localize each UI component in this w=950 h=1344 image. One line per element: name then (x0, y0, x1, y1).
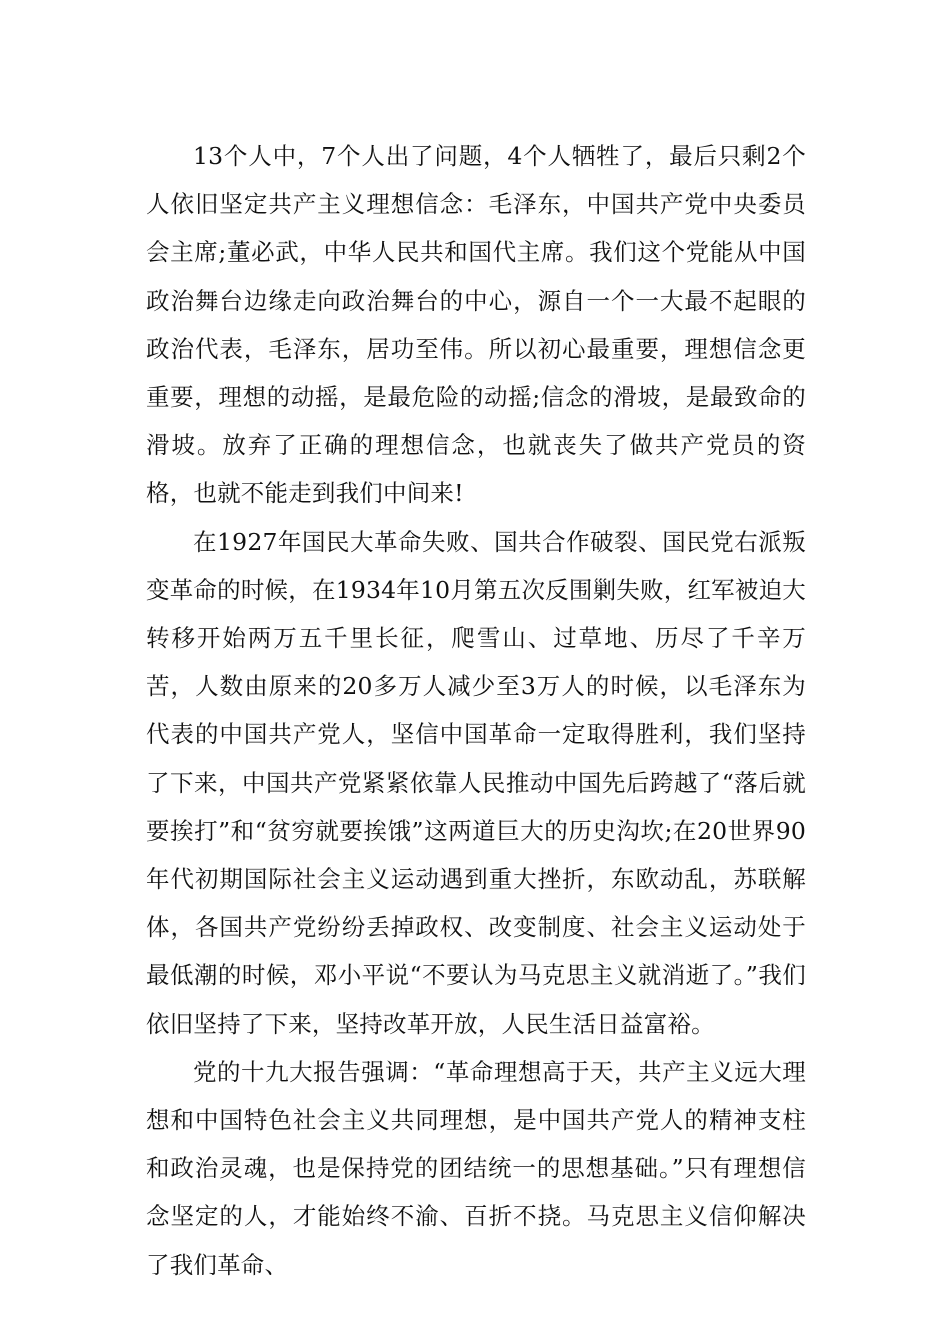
paragraph-3: 党的十九大报告强调：“革命理想高于天，共产主义远大理想和中国特色社会主义共同理想，是中国共产党人的精神支柱和政治灵魂，也是保持党的团结统一的思想基础。”只有理想信念坚定的人，才能始终不渝、百折不挠。马克思主义信仰解决了我们革命、 (146, 1057, 806, 1279)
paragraph-1: 13个人中，7个人出了问题，4个人牺牲了，最后只剩2个人依旧坚定共产主义理想信念：毛泽东，中国共产党中央委员会主席;董必武，中华人民共和国代主席。我们这个党能从中国政治舞台边缘走向政治舞台的中心，源自一个一大最不起眼的政治代表，毛泽东，居功至伟。所以初心最重要，理想信念更重要，理想的动摇，是最危险的动摇;信念的滑坡，是最致命的滑坡。放弃了正确的理想信念，也就丧失了做共产党员的资格，也就不能走到我们中间来! (146, 142, 806, 508)
paragraph-2: 在1927年国民大革命失败、国共合作破裂、国民党右派叛变革命的时候，在1934年10月第五次反围剿失败，红军被迫大转移开始两万五千里长征，爬雪山、过草地、历尽了千辛万苦，人数由原来的20多万人减少至3万人的时候，以毛泽东为代表的中国共产党人，坚信中国革命一定取得胜利，我们坚持了下来，中国共产党紧紧依靠人民推动中国先后跨越了“落后就要挨打”和“贫穷就要挨饿”这两道巨大的历史沟坎;在20世界90年代初期国际社会主义运动遇到重大挫折，东欧动乱，苏联解体，各国共产党纷纷丢掉政权、改变制度、社会主义运动处于最低潮的时候，邓小平说“不要认为马克思主义就消逝了。”我们依旧坚持了下来，坚持改革开放，人民生活日益富裕。 (146, 527, 806, 1038)
document-body (146, 132, 806, 1289)
